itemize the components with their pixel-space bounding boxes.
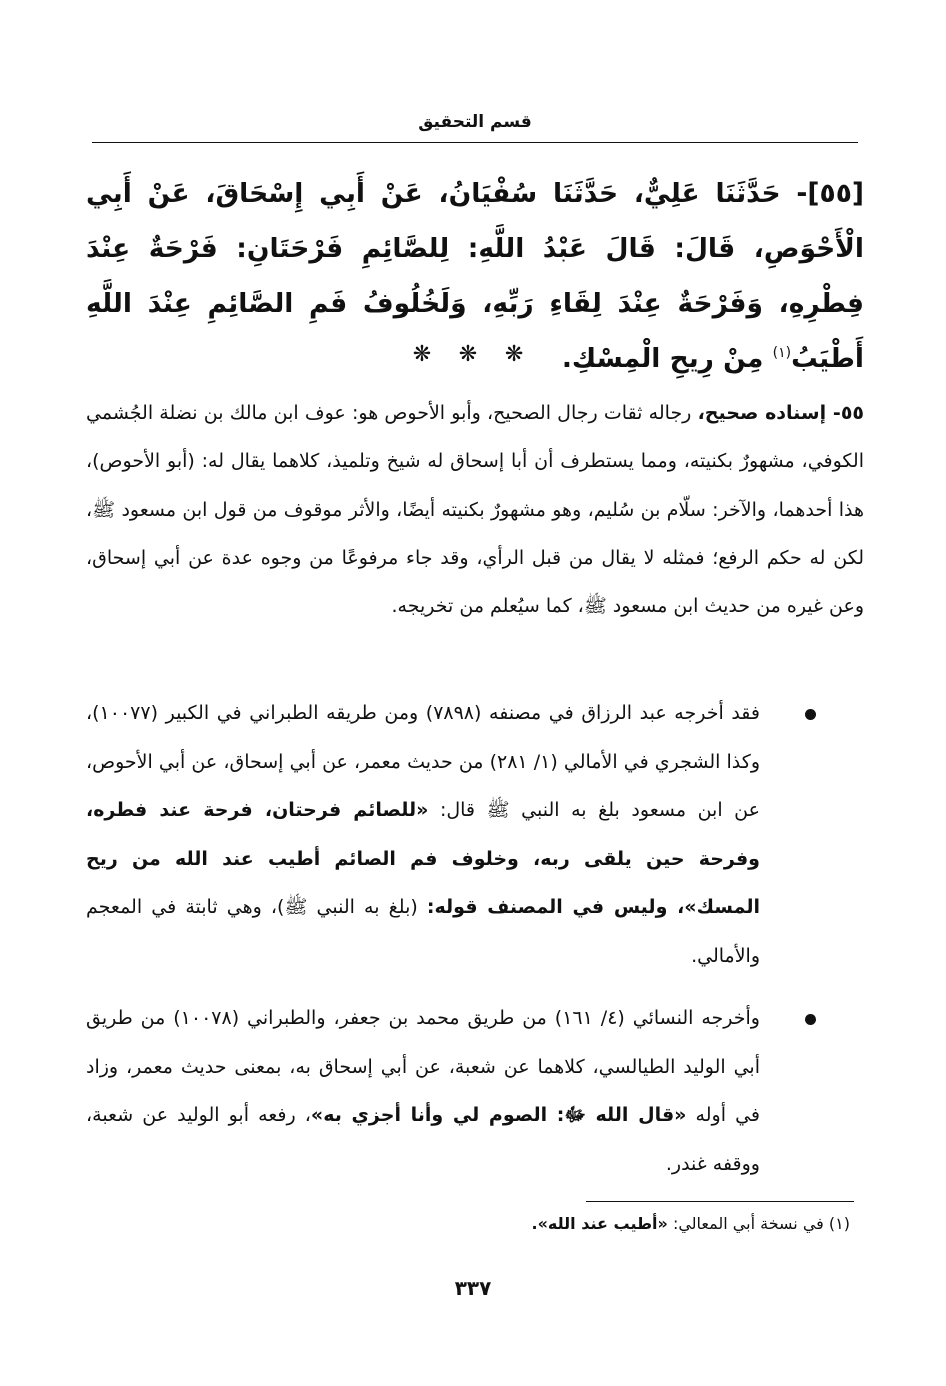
hadith-end: مِنْ رِيحِ الْمِسْكِ.	[561, 343, 773, 374]
list-item-bold: «للصائم فرحتان، فرحة عند فطره، وفرحة حين يلقى ربه، وخلوف فم الصائم أطيب عند الله من ريح المسك»، وليس في المصنف قوله:	[86, 799, 760, 918]
takhrij-paragraph	[86, 389, 864, 630]
hadith-main: [٥٥]- حَدَّثَنَا عَلِيٌّ، حَدَّثَنَا سُفْيَانُ، عَنْ أَبِي إِسْحَاقَ، عَنْ أَبِي الْأَحْوَصِ، قَالَ: قَالَ عَبْدُ اللَّهِ: لِلصَّائِمِ فَرْحَتَانِ: فَرْحَةٌ عِنْدَ فِطْرِهِ، وَفَرْحَةٌ عِنْدَ لِقَاءِ رَبِّهِ، وَلَخُلُوفُ فَمِ الصَّائِمِ عِنْدَ اللَّهِ أَطْيَبُ	[86, 178, 864, 374]
footnote	[86, 1209, 850, 1239]
list-item-text	[86, 689, 760, 980]
list-item-plain-end: (بلغ به النبي ﷺ)، وهي ثابتة في المعجم والأمالي.	[86, 896, 760, 967]
list-item-plain: فقد أخرجه عبد الرزاق في مصنفه (٧٨٩٨) ومن طريقه الطبراني في الكبير (١٠٠٧٧)، وكذا الشجري في الأمالي (١/ ٢٨١) من حديث معمر، عن أبي إسحاق، عن أبي الأحوص، عن ابن مسعود بلغ به النبي ﷺ قال:	[86, 702, 761, 821]
footnote-reference: (١)	[772, 345, 792, 362]
bullet-icon	[805, 1014, 816, 1025]
page-number: ٣٣٧	[454, 1276, 492, 1300]
list-item	[86, 994, 864, 1188]
list-item-plain-end: ، رفعه أبو الوليد عن شعبة، ووقفه غندر.	[86, 1104, 760, 1175]
footnote-bold: «أطيب عند الله».	[531, 1214, 668, 1233]
bullet-icon	[805, 709, 816, 720]
takhrij-text: رجاله ثقات رجال الصحيح، وأبو الأحوص هو: عوف ابن مالك بن نضلة الجُشمي الكوفي، مشهورٌ بكنيته، ومما يستطرف أن أبا إسحاق له شيخ وتلميذ، كلاهما يقال له: (أبو الأحوص)، هذا أحدهما، والآخر: سلّام بن سُليم، وهو مشهورٌ بكنيته أيضًا، والأثر موقوف من قول ابن مسعود ﷺ، لكن له حكم الرفع؛ فمثله لا يقال من قبل الرأي، وقد جاء مرفوعًا من وجوه عدة عن أبي إسحاق، وعن غيره من حديث ابن مسعود ﷺ، كما سيُعلم من تخريجه.	[86, 402, 864, 618]
list-item-plain: وأخرجه النسائي (٤/ ١٦١) من طريق محمد بن جعفر، والطبراني (١٠٠٧٨) من طريق أبي الوليد الطيالسي، كلاهما عن شعبة، عن أبي إسحاق به، بمعنى حديث معمر، وزاد في أوله	[86, 1007, 760, 1126]
list-item	[86, 689, 864, 980]
section-separator: ❋ ❋ ❋	[412, 342, 534, 367]
header-rule	[92, 142, 858, 143]
footnote-text: في نسخة أبي المعالي:	[667, 1214, 829, 1233]
list-item-bold: «قال الله ﷻ: الصوم لي وأنا أجزي به»	[310, 1104, 687, 1126]
list-item-text	[86, 994, 760, 1188]
running-title: قسم التحقيق	[418, 112, 532, 132]
takhrij-lead: ٥٥- إسناده صحيح،	[697, 402, 865, 424]
footnote-marker: (١)	[828, 1214, 850, 1233]
footnote-rule	[586, 1201, 854, 1202]
